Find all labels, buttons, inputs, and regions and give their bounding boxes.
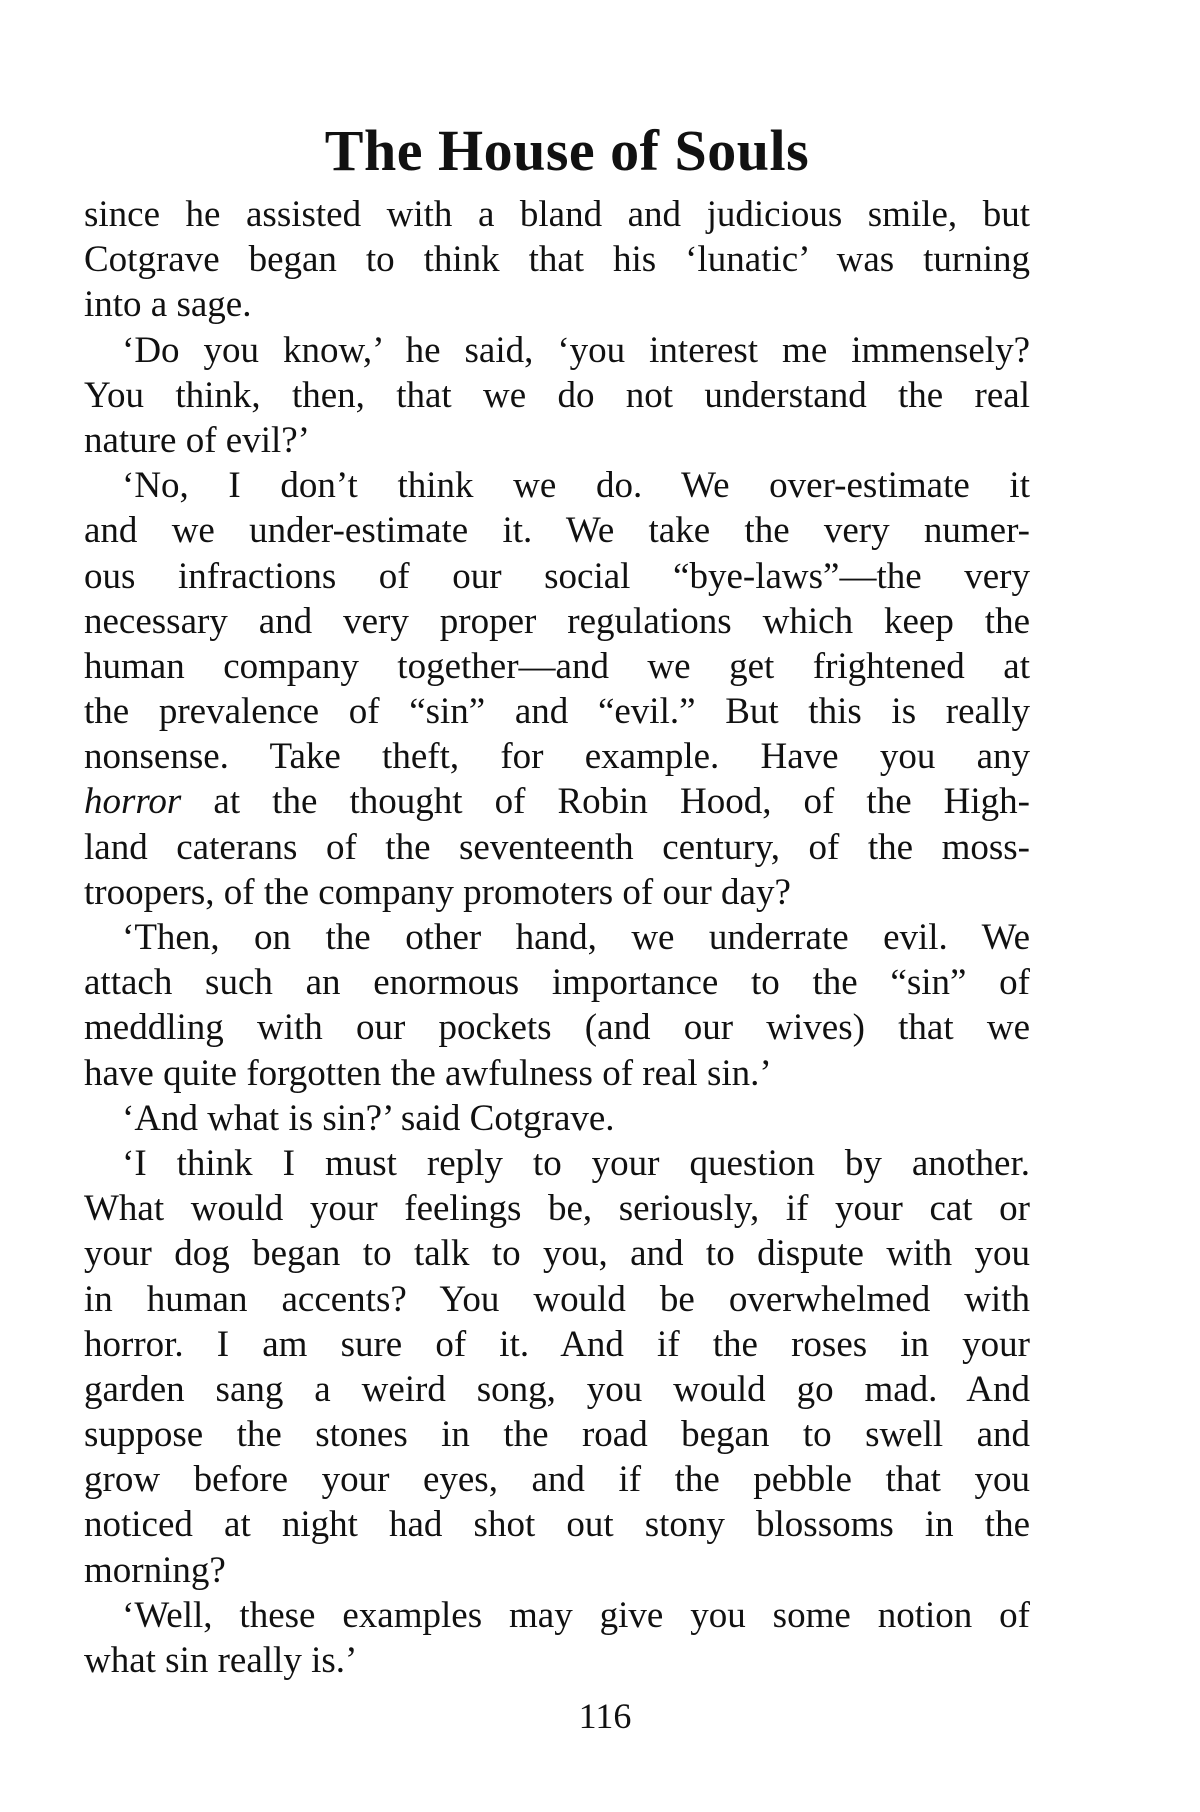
text-line: human company together—and we get frightened at: [84, 645, 1030, 687]
text-line: in human accents? You would be overwhelmed with: [84, 1278, 1030, 1320]
text-line: noticed at night had shot out stony blossoms in the: [84, 1504, 1030, 1546]
body-text: [84, 192, 1030, 1683]
book-page: [84, 110, 1030, 1683]
text-line: Cotgrave began to think that his ‘lunatic’ was turning: [84, 239, 1030, 281]
text-line: ‘Do you know,’ he said, ‘you interest me immensely?: [122, 329, 1030, 371]
text-line: what sin really is.’: [84, 1640, 358, 1681]
text-line-content: at the thought of Robin Hood, of the High-: [213, 781, 1031, 823]
text-line: nature of evil?’: [84, 419, 310, 461]
text-line: suppose the stones in the road began to swell and: [84, 1414, 1030, 1456]
text-line: land caterans of the seventeenth century, of the moss-: [84, 826, 1030, 868]
text-line: ous infractions of our social “bye-laws”—the very: [84, 555, 1030, 597]
text-line: ‘Well, these examples may give you some notion of: [122, 1594, 1030, 1636]
text-line: What would your feelings be, seriously, if your cat or: [84, 1188, 1030, 1230]
text-line: meddling with our pockets (and our wives) that we: [84, 1007, 1030, 1049]
text-line: garden sang a weird song, you would go mad. And: [84, 1368, 1030, 1410]
italic-word: horror: [84, 781, 182, 823]
text-line: You think, then, that we do not understand the real: [84, 374, 1030, 416]
text-line: horror. I am sure of it. And if the roses in your: [84, 1323, 1030, 1365]
text-line: into a sage.: [84, 284, 252, 326]
text-line: ‘Then, on the other hand, we underrate evil. We: [122, 917, 1030, 958]
text-line: attach such an enormous importance to the “sin” of: [84, 962, 1030, 1004]
text-line: have quite forgotten the awfulness of real sin.’: [84, 1052, 772, 1094]
text-line: and we under-estimate it. We take the very numer-: [84, 510, 1030, 552]
text-line: grow before your eyes, and if the pebble that you: [84, 1459, 1030, 1501]
text-line: ‘I think I must reply to your question by another.: [122, 1142, 1030, 1184]
text-line: troopers, of the company promoters of our day?: [84, 871, 791, 913]
text-line: morning?: [84, 1549, 226, 1591]
running-head-title: The House of Souls: [324, 118, 810, 183]
text-line: [84, 779, 1030, 824]
text-line: necessary and very proper regulations which keep the: [84, 600, 1030, 642]
text-line: the prevalence of “sin” and “evil.” But this is really: [84, 691, 1030, 733]
text-line: since he assisted with a bland and judicious smile, but: [84, 194, 1030, 235]
text-line: nonsense. Take theft, for example. Have you any: [84, 736, 1030, 778]
text-line: ‘No, I don’t think we do. We over-estimate it: [122, 465, 1030, 507]
page-number: 116: [578, 1696, 632, 1736]
text-line: your dog began to talk to you, and to dispute with you: [84, 1233, 1030, 1275]
text-line: ‘And what is sin?’ said Cotgrave.: [122, 1097, 615, 1139]
